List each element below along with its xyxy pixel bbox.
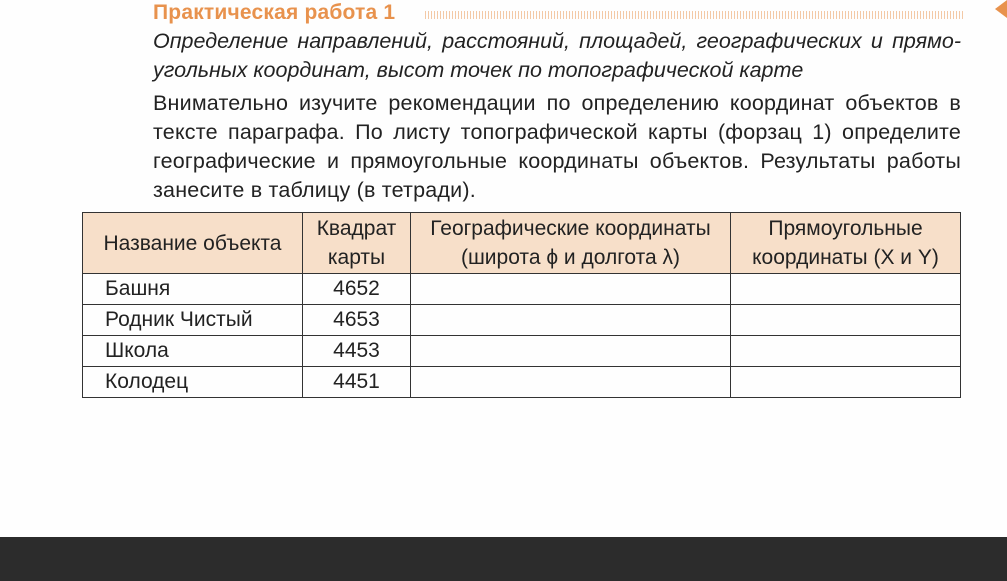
coordinates-table [82,212,961,398]
table-row [83,367,961,398]
heading-row [153,0,963,26]
cell-rectangular-coordinates [731,305,961,336]
cell-geographic-coordinates [411,367,731,398]
cell-object-name: Башня [83,274,303,305]
practical-work-subtitle: Определение направлений, расстояний, площадей, географических и прямоугольных координат, высот точек по топографической карте [153,29,961,82]
cell-map-square: 4451 [303,367,411,398]
cell-map-square: 4652 [303,274,411,305]
decorative-dotted-line [425,11,963,19]
header-rectangular-coordinates: Прямоугольные координаты (X и Y) [731,213,961,274]
table-row [83,274,961,305]
cell-rectangular-coordinates [731,367,961,398]
page-corner-marker-icon [995,0,1007,18]
practical-work-title: Практическая работа 1 [153,1,396,24]
cell-geographic-coordinates [411,274,731,305]
table-row [83,305,961,336]
cell-object-name: Родник Чистый [83,305,303,336]
cell-object-name: Колодец [83,367,303,398]
cell-rectangular-coordinates [731,336,961,367]
viewer-bottom-bar [0,537,1007,581]
cell-object-name: Школа [83,336,303,367]
table-header-row [83,213,961,274]
cell-map-square: 4453 [303,336,411,367]
cell-map-square: 4653 [303,305,411,336]
header-object-name: Название объекта [83,213,303,274]
header-map-square: Квадрат карты [303,213,411,274]
cell-geographic-coordinates [411,336,731,367]
table-row [83,336,961,367]
cell-geographic-coordinates [411,305,731,336]
cell-rectangular-coordinates [731,274,961,305]
instructions-paragraph: Внимательно изучите рекомендации по определению координат объектов в тексте параграфа. По листу топографической карты (форзац 1) определите географические и прямоугольные координаты объектов. Результаты работы занесите в таблицу (в тетради). [153,91,961,202]
header-geographic-coordinates: Географические координаты (широта ϕ и долгота λ) [411,213,731,274]
